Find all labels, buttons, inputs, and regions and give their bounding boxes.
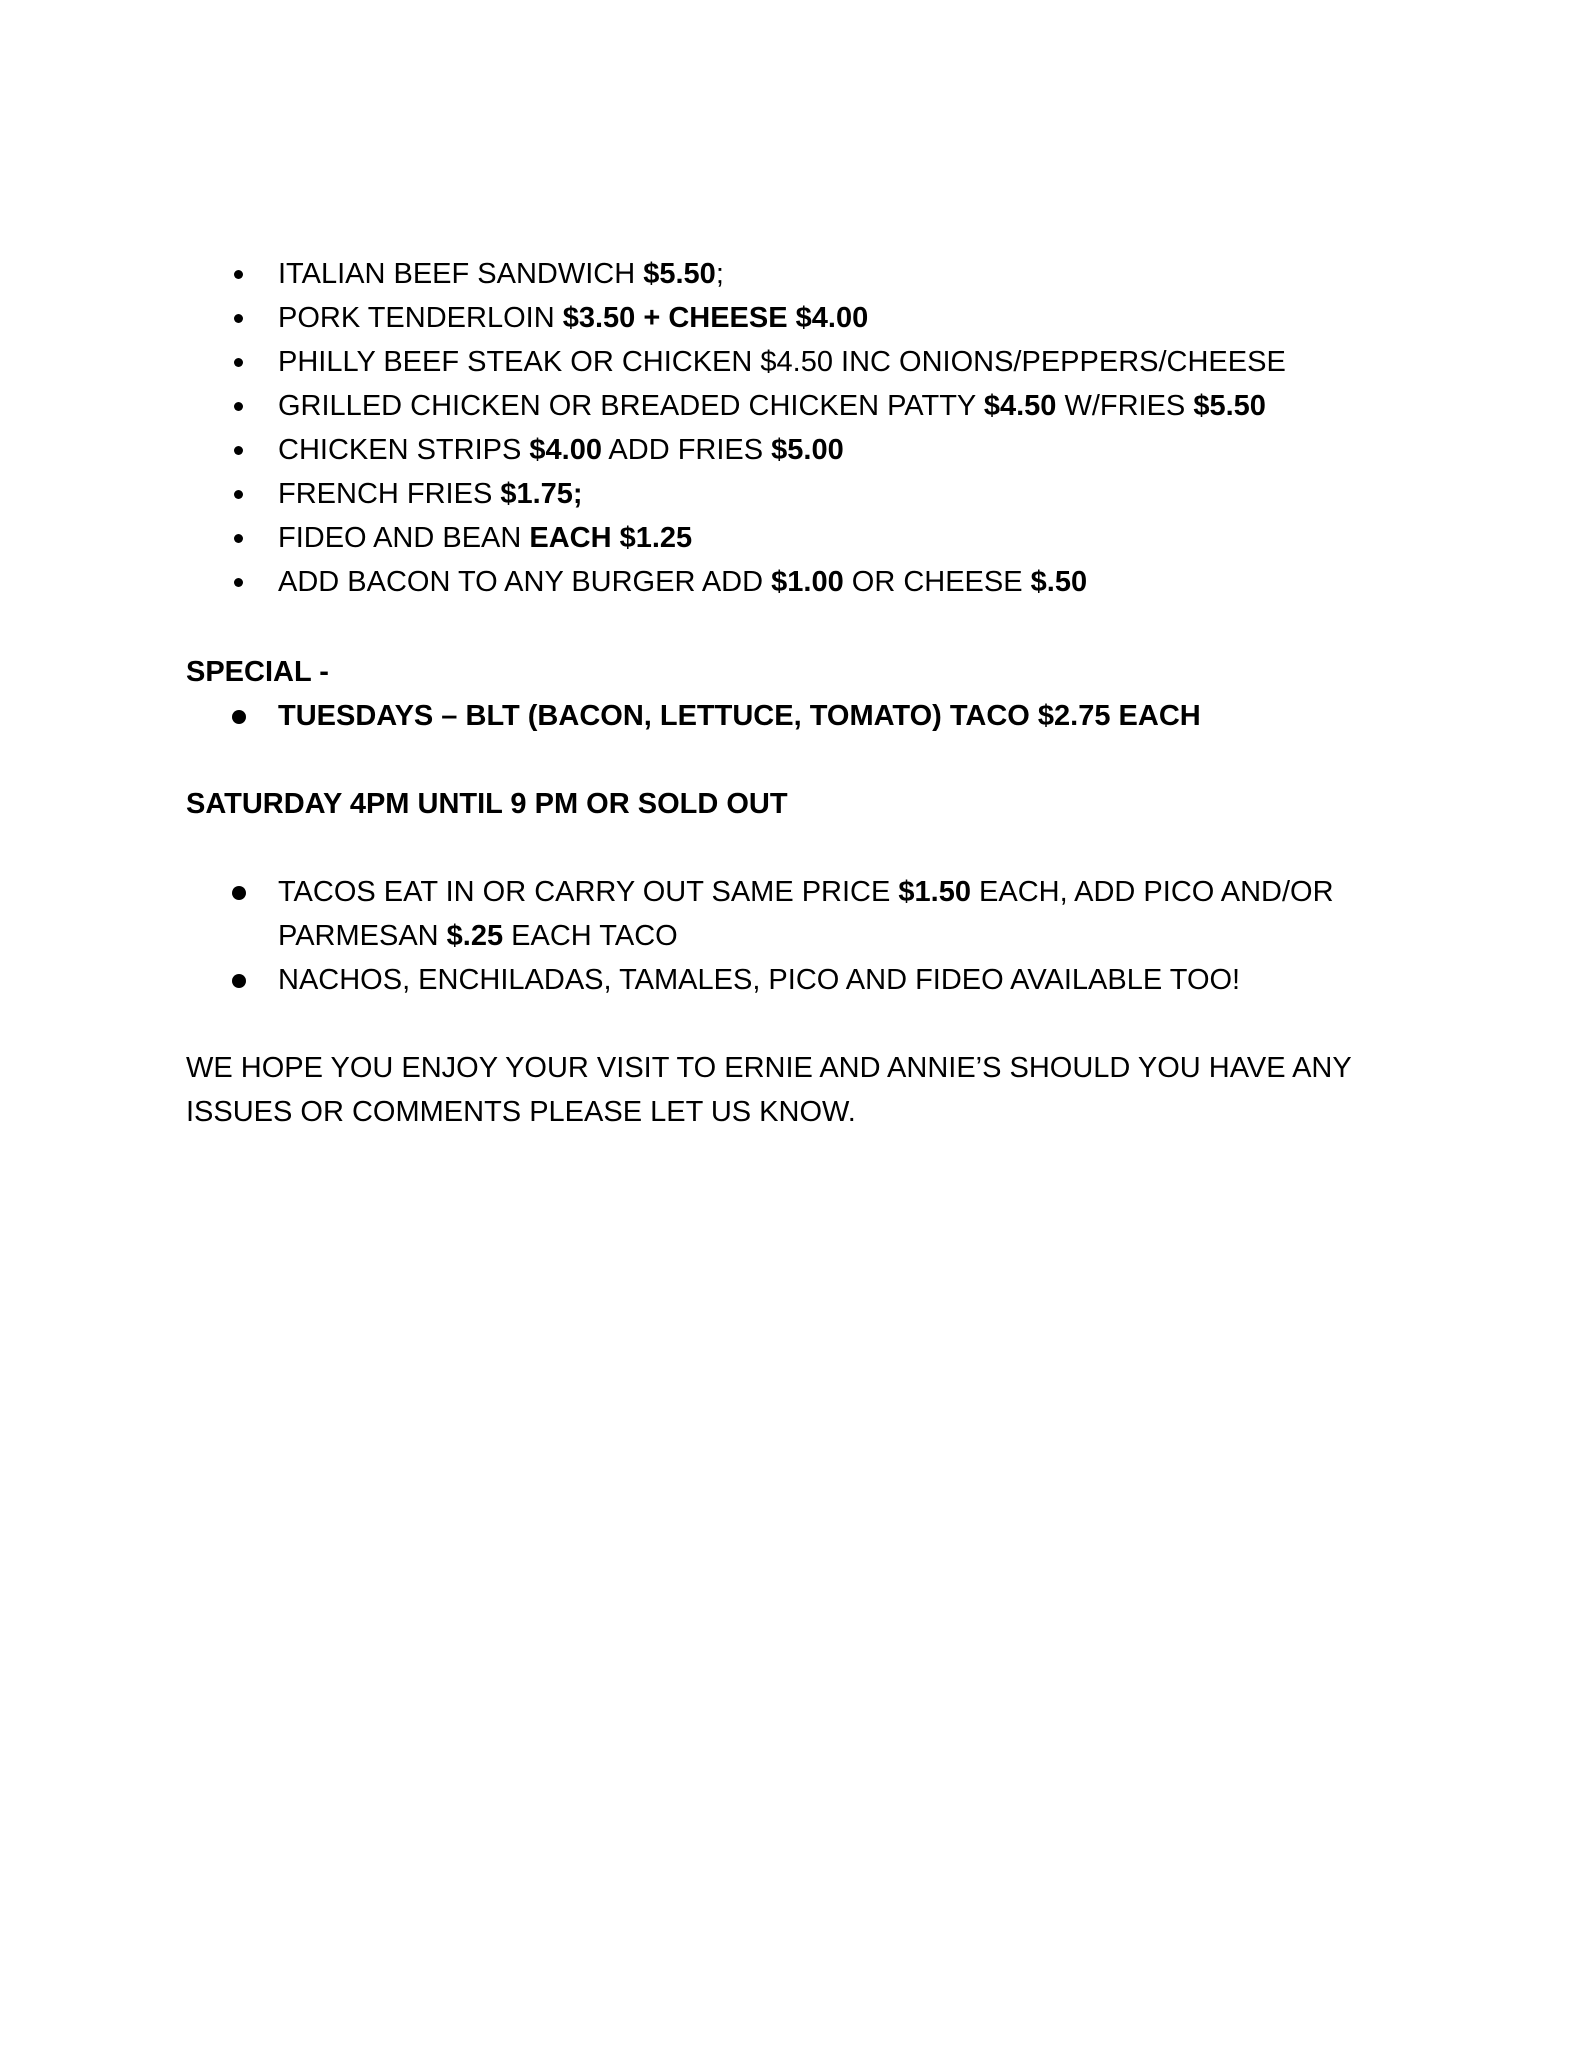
bullet-icon [234, 534, 243, 543]
bullet-icon [232, 886, 246, 900]
special-list [186, 694, 1201, 738]
bullet-icon [234, 358, 243, 367]
menu-item: ADD BACON TO ANY BURGER ADD $1.00 OR CHEESE $.50 [186, 560, 1286, 604]
closing-line: ISSUES OR COMMENTS PLEASE LET US KNOW. [186, 1096, 856, 1128]
bullet-icon [234, 402, 243, 411]
bullet-icon [232, 974, 246, 988]
menu-item: PORK TENDERLOIN $3.50 + CHEESE $4.00 [186, 296, 1286, 340]
closing-paragraph [186, 1046, 1352, 1134]
bullet-icon [234, 270, 243, 279]
saturday-item-line: TACOS EAT IN OR CARRY OUT SAME PRICE $1.50 EACH, ADD PICO AND/OR [278, 876, 1334, 908]
saturday-item: NACHOS, ENCHILADAS, TAMALES, PICO AND FIDEO AVAILABLE TOO! [186, 958, 1334, 1002]
bullet-icon [234, 314, 243, 323]
bullet-icon [234, 490, 243, 499]
bullet-icon [234, 578, 243, 587]
special-item: TUESDAYS – BLT (BACON, LETTUCE, TOMATO) TACO $2.75 EACH [186, 694, 1201, 738]
bullet-icon [232, 710, 246, 724]
closing-line: WE HOPE YOU ENJOY YOUR VISIT TO ERNIE AND ANNIE’S SHOULD YOU HAVE ANY [186, 1052, 1352, 1084]
menu-item-list [186, 252, 1286, 604]
menu-item: CHICKEN STRIPS $4.00 ADD FRIES $5.00 [186, 428, 1286, 472]
saturday-heading: SATURDAY 4PM UNTIL 9 PM OR SOLD OUT [186, 788, 788, 820]
menu-item: FIDEO AND BEAN EACH $1.25 [186, 516, 1286, 560]
saturday-item [186, 870, 1334, 958]
bullet-icon [234, 446, 243, 455]
menu-item: FRENCH FRIES $1.75; [186, 472, 1286, 516]
menu-item: GRILLED CHICKEN OR BREADED CHICKEN PATTY $4.50 W/FRIES $5.50 [186, 384, 1286, 428]
saturday-list [186, 870, 1334, 1002]
saturday-item-line: PARMESAN $.25 EACH TACO [278, 920, 678, 952]
menu-item: PHILLY BEEF STEAK OR CHICKEN $4.50 INC ONIONS/PEPPERS/CHEESE [186, 340, 1286, 384]
special-heading: SPECIAL - [186, 656, 329, 688]
menu-item: ITALIAN BEEF SANDWICH $5.50; [186, 252, 1286, 296]
